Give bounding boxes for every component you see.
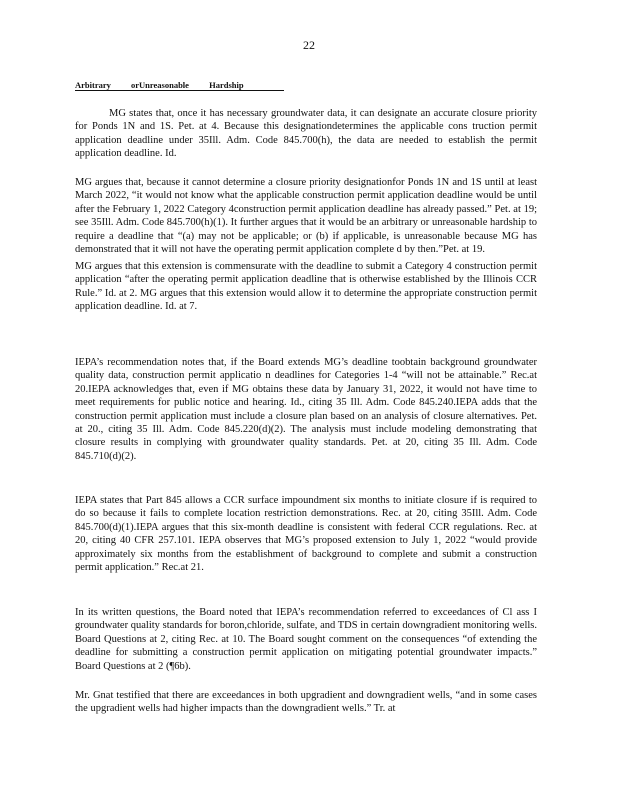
paragraph-mg-closure-priority: MG argues that, because it cannot determine a closure priority designationfor Ponds 1N and 1S until at least March 2022, “it would not know what the applicable construction permit application deadline would be until after the February 1, 2022 Category 4construction permit application deadline has already passed.” Pet. at 19; see 35Ill. Adm. Code 845.700(h)(1). It further argues that it would be an arbitrary or unreasonable hardship to require a deadline that “(a) may not be applicable; or (b) if applicable, is unreasonable because MG has demonstrated that it will not have the operating permit application complete d by then.”Pet. at 19. [75, 177, 537, 256]
heading-word-arbitrary: Arbitrary [75, 80, 111, 90]
heading-word-unreasonable: orUnreasonable [131, 80, 189, 90]
paragraph-board-questions: In its written questions, the Board noted that IEPA’s recommendation referred to exceedances of Cl ass I groundwater quality standards for boron,chloride, sulfate, and TDS in certain downgradient monitoring wells. Board Questions at 2, citing Rec. at 10. The Board sought comment on the consequences “of extending the deadline for submitting a construction permit application on mitigating potential groundwater impacts.” Board Questions at 2 (¶6b). [75, 607, 537, 672]
paragraph-iepa-part-845: IEPA states that Part 845 allows a CCR surface impoundment six months to initiate closure if is required to do so because it fails to complete location restriction demonstrations. Rec. at 20, citing 35Ill. Adm. Code 845.700(d)(1).IEPA argues that this six-month deadline is consistent with federal CCR regulations. Rec. at 20, citing 40 CFR 257.101. IEPA observes that MG’s proposed extension to July 1, 2022 “would provide approximately six months from the establishment of background to complete and submit a construction permit application.” Rec.at 21. [75, 495, 537, 574]
paragraph-mg-groundwater-data: MG states that, once it has necessary groundwater data, it can designate an accurate closure priority for Ponds 1N and 1S. Pet. at 4. Because this designationdetermines the applicable cons truction permit application deadline under 35Ill. Adm. Code 845.700(h), the data are needed to establish the permit application deadline. Id. [75, 108, 537, 160]
heading-word-hardship: Hardship [209, 80, 244, 90]
paragraph-mg-extension: MG argues that this extension is commensurate with the deadline to submit a Category 4 construction permit application “after the operating permit application deadline that is otherwise established by the Illinois CCR Rule.” Id. at 2. MG argues that this extension would allow it to determine the appropriate construction permit application deadline. Id. at 7. [75, 261, 537, 313]
section-heading [75, 80, 284, 91]
paragraph-iepa-recommendation: IEPA’s recommendation notes that, if the Board extends MG’s deadline toobtain background groundwater quality data, construction permit applicatio n deadlines for Categories 1-4 “will not be attainable.” Rec.at 20.IEPA acknowledges that, even if MG obtains these data by January 31, 2022, it would not have time to meet requirements for public notice and hearing. Id., citing 35 Ill. Adm. Code 845.240.IEPA adds that the construction permit application must include a closure plan based on an analysis of closure alternatives. Pet. at 20., citing 35 Ill. Adm. Code 845.220(d)(2). The analysis must include modeling demonstrating that closure results in complying with groundwater quality standards. Pet. at 20, citing 35 Ill. Adm. Code 845.710(d)(2). [75, 357, 537, 462]
page-number: 22 [303, 38, 315, 52]
paragraph-gnat-testimony: Mr. Gnat testified that there are exceedances in both upgradient and downgradient wells, “and in some cases the upgradient wells had higher impacts than the downgradient wells.” Tr. at [75, 690, 537, 715]
